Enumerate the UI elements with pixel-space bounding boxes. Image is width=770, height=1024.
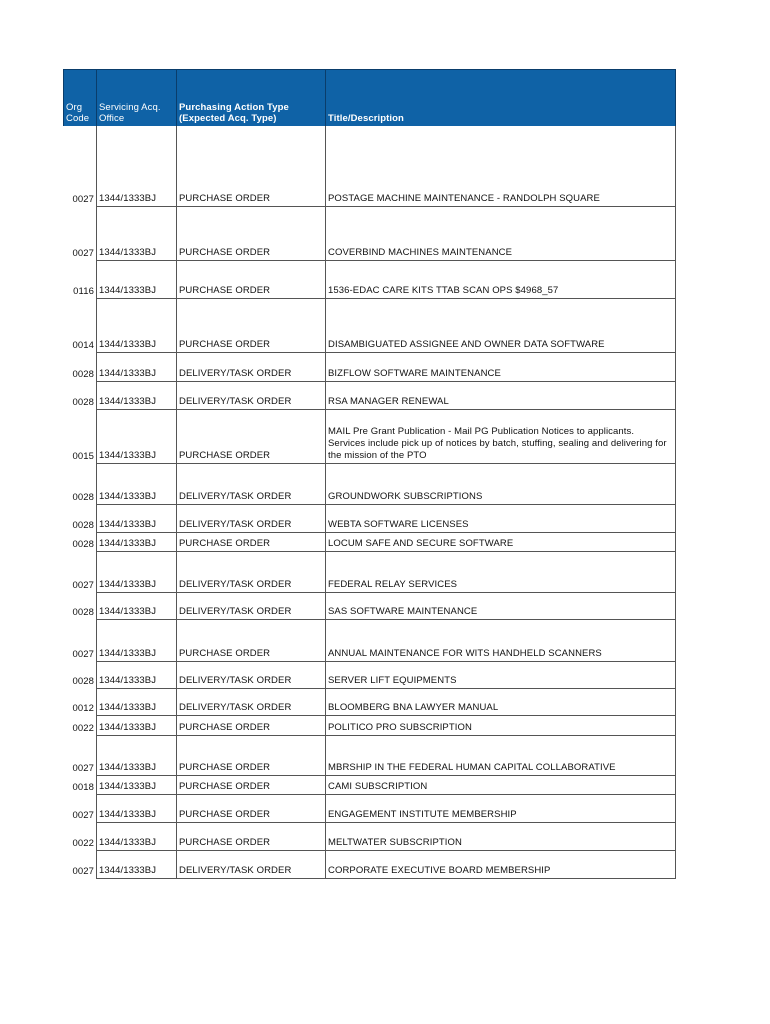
- cell-title-description: MBRSHIP IN THE FEDERAL HUMAN CAPITAL COLLABORATIVE: [326, 736, 676, 776]
- cell-servicing-office: 1344/1333BJ: [97, 464, 177, 505]
- cell-title-description: POSTAGE MACHINE MAINTENANCE - RANDOLPH SQUARE: [326, 126, 676, 207]
- cell-action-type: PURCHASE ORDER: [177, 795, 326, 823]
- table-row: [64, 505, 676, 533]
- cell-title-description: LOCUM SAFE AND SECURE SOFTWARE: [326, 533, 676, 552]
- acquisition-table: [63, 69, 676, 879]
- cell-org-code: 0018: [64, 776, 97, 795]
- cell-action-type: DELIVERY/TASK ORDER: [177, 593, 326, 620]
- cell-servicing-office: 1344/1333BJ: [97, 533, 177, 552]
- cell-servicing-office: 1344/1333BJ: [97, 126, 177, 207]
- cell-title-description: POLITICO PRO SUBSCRIPTION: [326, 716, 676, 736]
- cell-action-type: PURCHASE ORDER: [177, 533, 326, 552]
- cell-org-code: 0028: [64, 353, 97, 382]
- table-row: [64, 776, 676, 795]
- cell-title-description: BIZFLOW SOFTWARE MAINTENANCE: [326, 353, 676, 382]
- cell-action-type: PURCHASE ORDER: [177, 716, 326, 736]
- table-row: [64, 593, 676, 620]
- cell-org-code: 0028: [64, 662, 97, 689]
- cell-action-type: PURCHASE ORDER: [177, 736, 326, 776]
- cell-action-type: PURCHASE ORDER: [177, 823, 326, 851]
- cell-servicing-office: 1344/1333BJ: [97, 795, 177, 823]
- cell-title-description: COVERBIND MACHINES MAINTENANCE: [326, 207, 676, 261]
- cell-action-type: PURCHASE ORDER: [177, 261, 326, 299]
- table-body: [64, 126, 676, 879]
- cell-servicing-office: 1344/1333BJ: [97, 353, 177, 382]
- cell-action-type: PURCHASE ORDER: [177, 126, 326, 207]
- cell-title-description: 1536-EDAC CARE KITS TTAB SCAN OPS $4968_57: [326, 261, 676, 299]
- cell-servicing-office: 1344/1333BJ: [97, 552, 177, 593]
- cell-title-description: BLOOMBERG BNA LAWYER MANUAL: [326, 689, 676, 716]
- cell-servicing-office: 1344/1333BJ: [97, 382, 177, 410]
- table-row: [64, 552, 676, 593]
- header-title-description: Title/Description: [326, 70, 676, 126]
- cell-org-code: 0027: [64, 620, 97, 662]
- table-row: [64, 410, 676, 464]
- table-row: [64, 823, 676, 851]
- cell-servicing-office: 1344/1333BJ: [97, 662, 177, 689]
- cell-servicing-office: 1344/1333BJ: [97, 823, 177, 851]
- table-row: [64, 716, 676, 736]
- cell-action-type: DELIVERY/TASK ORDER: [177, 851, 326, 879]
- cell-servicing-office: 1344/1333BJ: [97, 261, 177, 299]
- cell-action-type: PURCHASE ORDER: [177, 410, 326, 464]
- table-row: [64, 533, 676, 552]
- cell-org-code: 0027: [64, 736, 97, 776]
- table-row: [64, 689, 676, 716]
- cell-title-description: RSA MANAGER RENEWAL: [326, 382, 676, 410]
- table-row: [64, 795, 676, 823]
- header-purchasing-action-type: Purchasing Action Type (Expected Acq. Type): [177, 70, 326, 126]
- cell-title-description: WEBTA SOFTWARE LICENSES: [326, 505, 676, 533]
- cell-servicing-office: 1344/1333BJ: [97, 851, 177, 879]
- cell-action-type: DELIVERY/TASK ORDER: [177, 505, 326, 533]
- table-row: [64, 126, 676, 207]
- cell-org-code: 0027: [64, 126, 97, 207]
- cell-action-type: DELIVERY/TASK ORDER: [177, 464, 326, 505]
- cell-servicing-office: 1344/1333BJ: [97, 593, 177, 620]
- cell-title-description: ENGAGEMENT INSTITUTE MEMBERSHIP: [326, 795, 676, 823]
- table-row: [64, 620, 676, 662]
- cell-org-code: 0027: [64, 795, 97, 823]
- cell-org-code: 0028: [64, 464, 97, 505]
- header-row: [64, 70, 676, 126]
- cell-servicing-office: 1344/1333BJ: [97, 716, 177, 736]
- cell-title-description: CAMI SUBSCRIPTION: [326, 776, 676, 795]
- cell-servicing-office: 1344/1333BJ: [97, 410, 177, 464]
- cell-action-type: DELIVERY/TASK ORDER: [177, 662, 326, 689]
- cell-action-type: PURCHASE ORDER: [177, 620, 326, 662]
- cell-org-code: 0014: [64, 299, 97, 353]
- cell-action-type: DELIVERY/TASK ORDER: [177, 689, 326, 716]
- cell-servicing-office: 1344/1333BJ: [97, 505, 177, 533]
- cell-action-type: DELIVERY/TASK ORDER: [177, 382, 326, 410]
- cell-title-description: DISAMBIGUATED ASSIGNEE AND OWNER DATA SOFTWARE: [326, 299, 676, 353]
- cell-servicing-office: 1344/1333BJ: [97, 689, 177, 716]
- cell-title-description: GROUNDWORK SUBSCRIPTIONS: [326, 464, 676, 505]
- cell-title-description: MAIL Pre Grant Publication - Mail PG Publication Notices to applicants. Services include pick up of notices by batch, stuffing, sealing and delivering for the mission of the PTO: [326, 410, 676, 464]
- cell-org-code: 0027: [64, 207, 97, 261]
- cell-action-type: DELIVERY/TASK ORDER: [177, 552, 326, 593]
- table-row: [64, 736, 676, 776]
- cell-org-code: 0028: [64, 505, 97, 533]
- table-row: [64, 662, 676, 689]
- cell-title-description: SAS SOFTWARE MAINTENANCE: [326, 593, 676, 620]
- cell-org-code: 0012: [64, 689, 97, 716]
- spreadsheet: [63, 69, 675, 879]
- table-row: [64, 299, 676, 353]
- table-row: [64, 382, 676, 410]
- cell-title-description: FEDERAL RELAY SERVICES: [326, 552, 676, 593]
- header-org-code: Org Code: [64, 70, 97, 126]
- cell-org-code: 0116: [64, 261, 97, 299]
- cell-action-type: PURCHASE ORDER: [177, 207, 326, 261]
- header-servicing-office: Servicing Acq. Office: [97, 70, 177, 126]
- cell-org-code: 0027: [64, 552, 97, 593]
- cell-org-code: 0015: [64, 410, 97, 464]
- table-row: [64, 464, 676, 505]
- table-row: [64, 207, 676, 261]
- table-row: [64, 261, 676, 299]
- cell-org-code: 0028: [64, 533, 97, 552]
- cell-org-code: 0028: [64, 593, 97, 620]
- cell-title-description: ANNUAL MAINTENANCE FOR WITS HANDHELD SCANNERS: [326, 620, 676, 662]
- cell-servicing-office: 1344/1333BJ: [97, 207, 177, 261]
- cell-action-type: PURCHASE ORDER: [177, 299, 326, 353]
- cell-servicing-office: 1344/1333BJ: [97, 776, 177, 795]
- cell-title-description: SERVER LIFT EQUIPMENTS: [326, 662, 676, 689]
- cell-servicing-office: 1344/1333BJ: [97, 736, 177, 776]
- cell-org-code: 0028: [64, 382, 97, 410]
- cell-org-code: 0027: [64, 851, 97, 879]
- cell-servicing-office: 1344/1333BJ: [97, 620, 177, 662]
- cell-action-type: PURCHASE ORDER: [177, 776, 326, 795]
- cell-servicing-office: 1344/1333BJ: [97, 299, 177, 353]
- table-row: [64, 353, 676, 382]
- cell-action-type: DELIVERY/TASK ORDER: [177, 353, 326, 382]
- cell-title-description: MELTWATER SUBSCRIPTION: [326, 823, 676, 851]
- cell-title-description: CORPORATE EXECUTIVE BOARD MEMBERSHIP: [326, 851, 676, 879]
- cell-org-code: 0022: [64, 716, 97, 736]
- cell-org-code: 0022: [64, 823, 97, 851]
- table-row: [64, 851, 676, 879]
